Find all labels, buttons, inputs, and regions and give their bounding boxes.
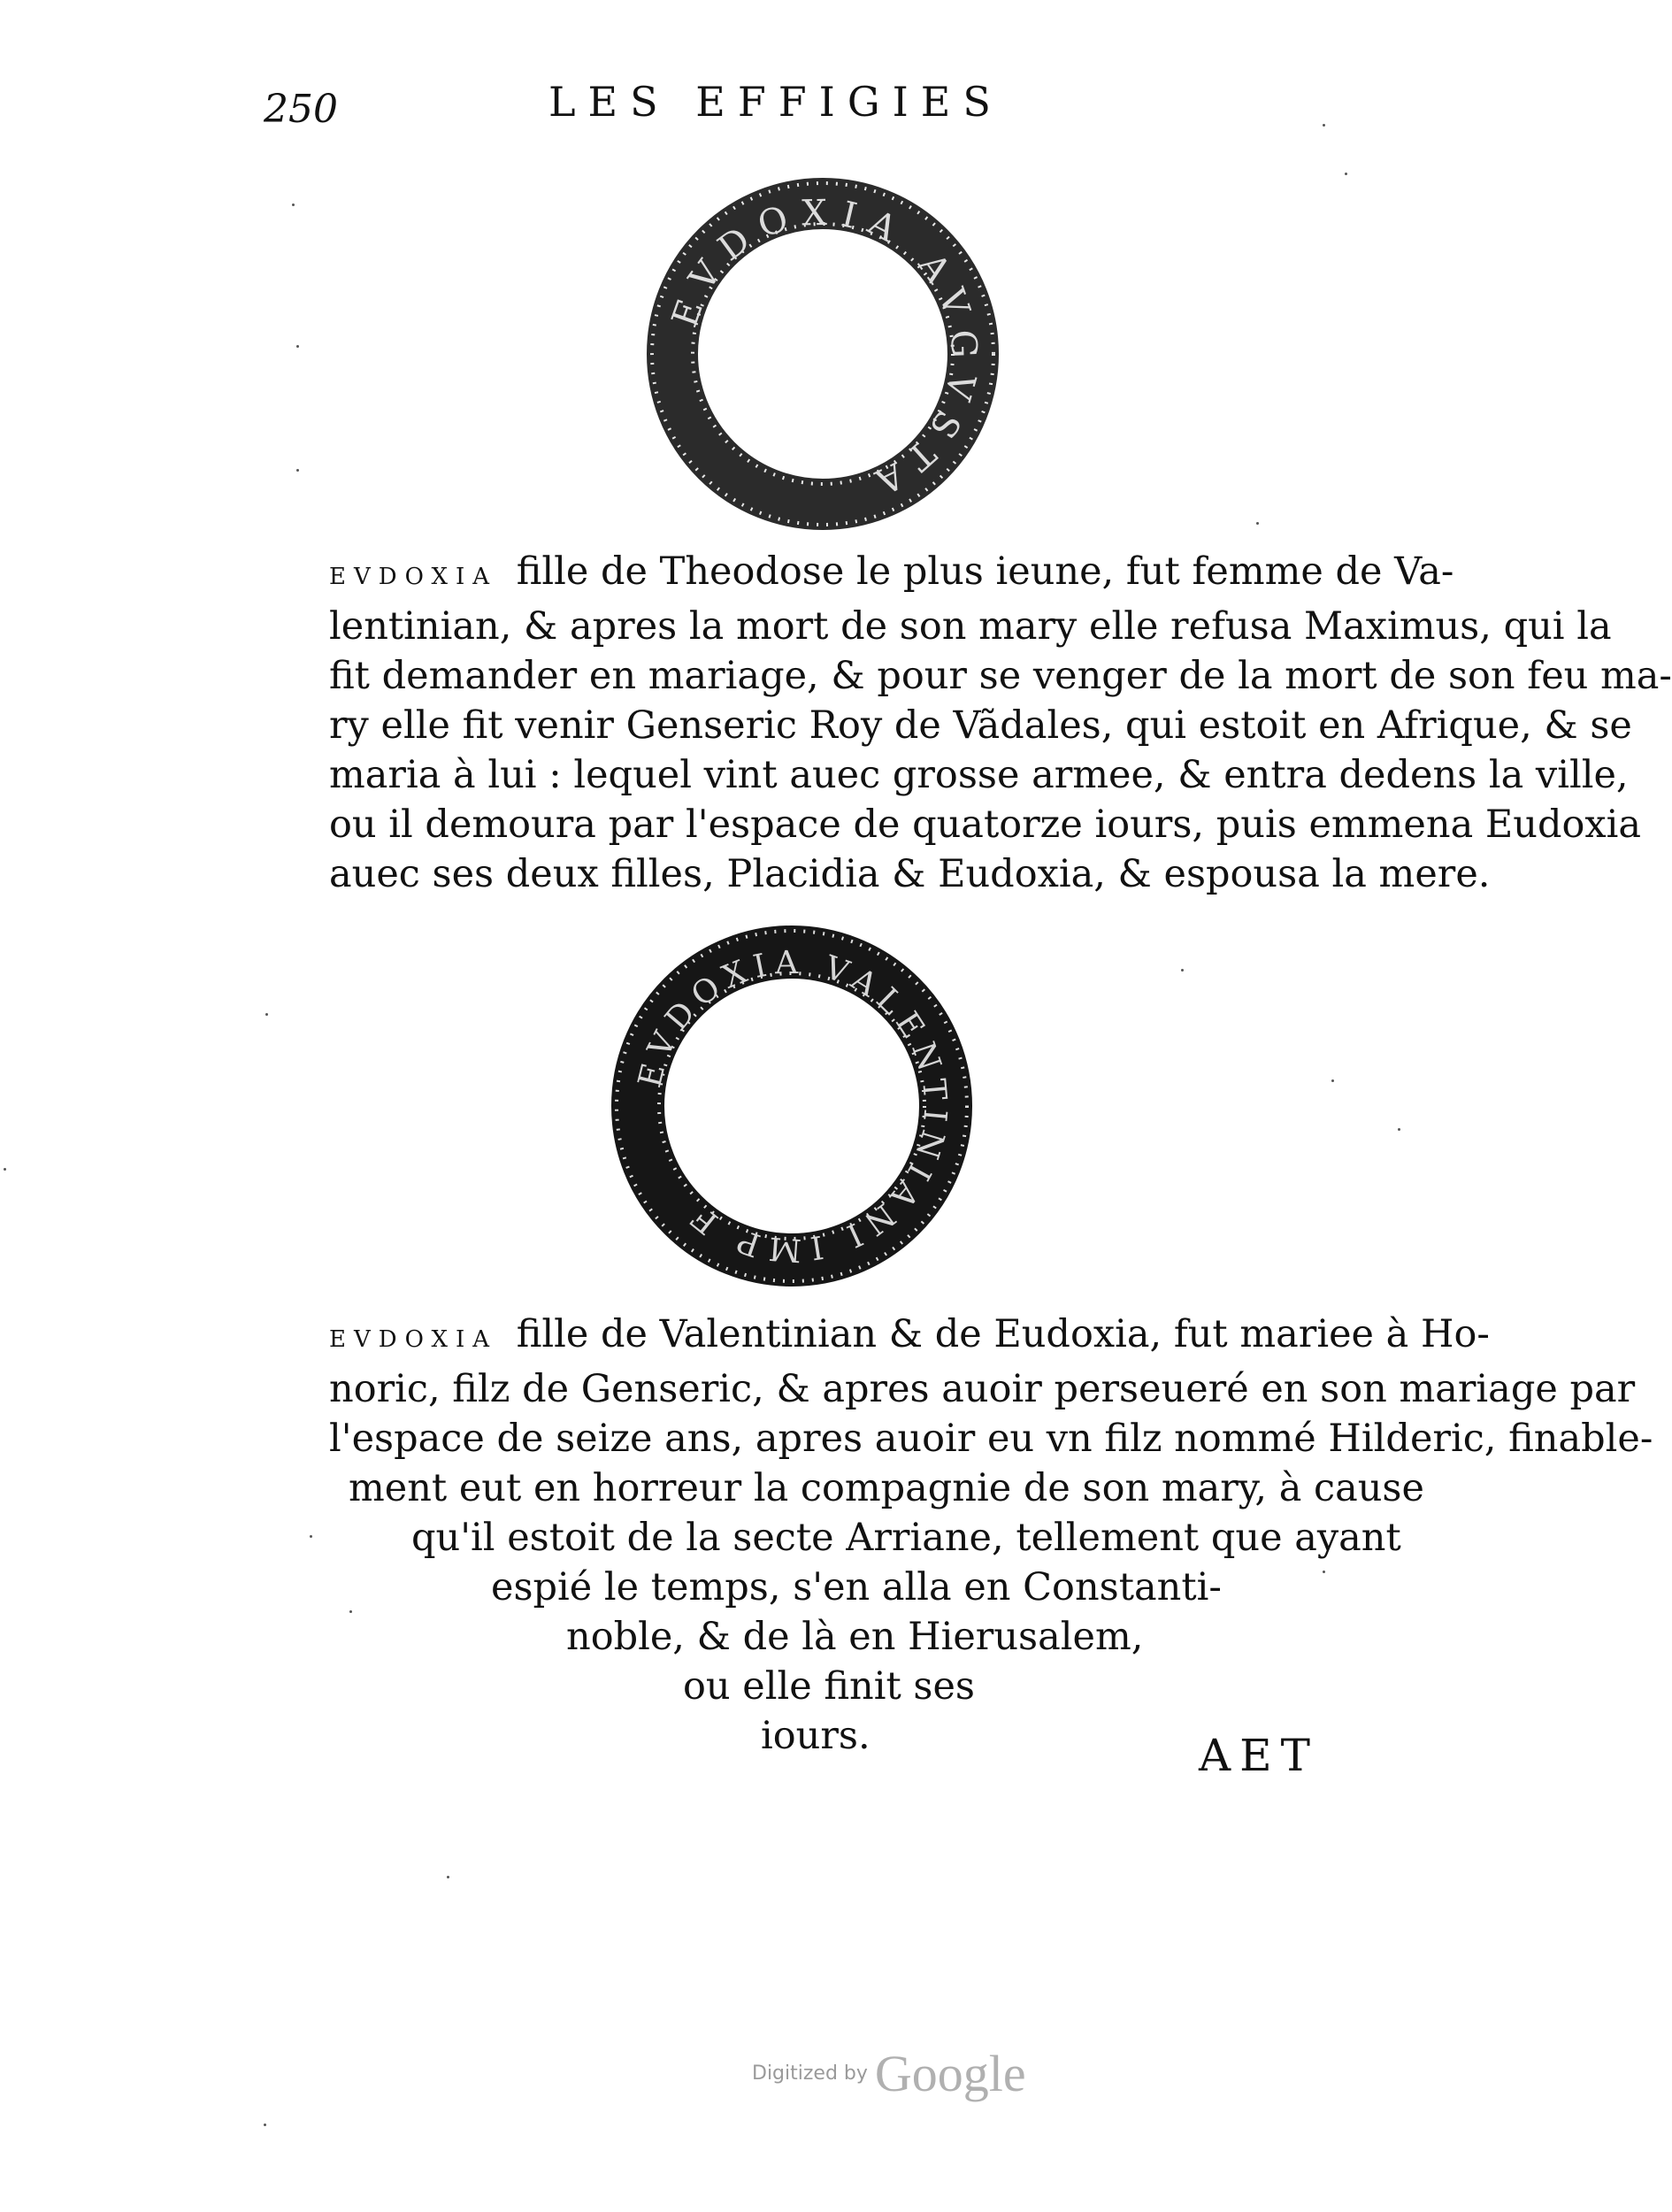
- google-logo: Google: [874, 2045, 1026, 2102]
- digitized-by-google: [752, 2044, 1053, 2102]
- text-line: ry elle fit venir Genseric Roy de Vãdales, qui estoit en Afrique, & se: [329, 703, 1632, 748]
- scan-speck: [1323, 124, 1325, 127]
- scan-speck: [310, 1535, 312, 1538]
- catchword: AET: [1199, 1730, 1319, 1781]
- scan-speck: [447, 1876, 449, 1878]
- scan-speck: [349, 1610, 352, 1613]
- scan-speck: [265, 1013, 268, 1016]
- medallion-eudoxia-augusta: [646, 177, 1000, 531]
- text-line: noric, filz de Genseric, & apres auoir perseueré en son mariage par: [329, 1367, 1636, 1411]
- text-line: EVDOXIA fille de Valentinian & de Eudoxia, fut mariee à Ho-: [329, 1312, 1490, 1356]
- text-line: ou il demoura par l'espace de quatorze iours, puis emmena Eudoxia: [329, 803, 1642, 847]
- medallion-legend: EVDOXIA VALENTINIANI IMP F: [632, 944, 954, 1269]
- scan-speck: [1331, 1079, 1334, 1082]
- text-line: lentinian, & apres la mort de son mary elle refusa Maximus, qui la: [329, 604, 1612, 649]
- text-line: qu'il estoit de la secte Arriane, tellement que ayant: [411, 1516, 1401, 1560]
- scan-speck: [264, 2124, 266, 2126]
- text-line: l'espace de seize ans, apres auoir eu vn filz nommé Hilderic, finable-: [329, 1417, 1653, 1461]
- scan-speck: [1398, 1128, 1400, 1131]
- text-line: EVDOXIA fille de Theodose le plus ieune, fut femme de Va-: [329, 549, 1454, 594]
- text-line: ment eut en horreur la compagnie de son mary, à cause: [349, 1466, 1424, 1510]
- name-smallcaps: EVDOXIA: [329, 564, 498, 590]
- page-number: 250: [264, 87, 338, 132]
- scan-speck: [292, 204, 295, 206]
- scan-speck: [1256, 522, 1259, 525]
- text-line: fit demander en mariage, & pour se venger de la mort de son feu ma-: [329, 654, 1672, 698]
- scan-speck: [296, 345, 299, 348]
- text-line: iours.: [761, 1714, 871, 1758]
- paragraph-eudoxia-1: [329, 547, 1672, 899]
- text-line: maria à lui : lequel vint auec grosse armee, & entra dedens la ville,: [329, 753, 1629, 797]
- text-line: ou elle finit ses: [683, 1664, 975, 1709]
- text-line: noble, & de là en Hierusalem,: [566, 1615, 1144, 1659]
- medallion-eudoxia-valentiniani: [610, 925, 973, 1287]
- digitized-label: Digitized by: [752, 2062, 868, 2085]
- text-line: auec ses deux filles, Placidia & Eudoxia, & espousa la mere.: [329, 852, 1491, 896]
- scan-speck: [1345, 173, 1347, 175]
- running-title: LES EFFIGIES: [548, 78, 1003, 126]
- scan-speck: [1323, 1571, 1325, 1573]
- name-smallcaps: EVDOXIA: [329, 1326, 498, 1353]
- paragraph-eudoxia-2: [329, 1310, 1653, 1761]
- scan-speck: [1181, 969, 1184, 972]
- medallion-legend: EVDOXIA AVGVSTA: [664, 192, 985, 508]
- scan-speck: [4, 1168, 6, 1171]
- text-line: espié le temps, s'en alla en Constanti-: [491, 1565, 1222, 1609]
- scan-speck: [296, 469, 299, 472]
